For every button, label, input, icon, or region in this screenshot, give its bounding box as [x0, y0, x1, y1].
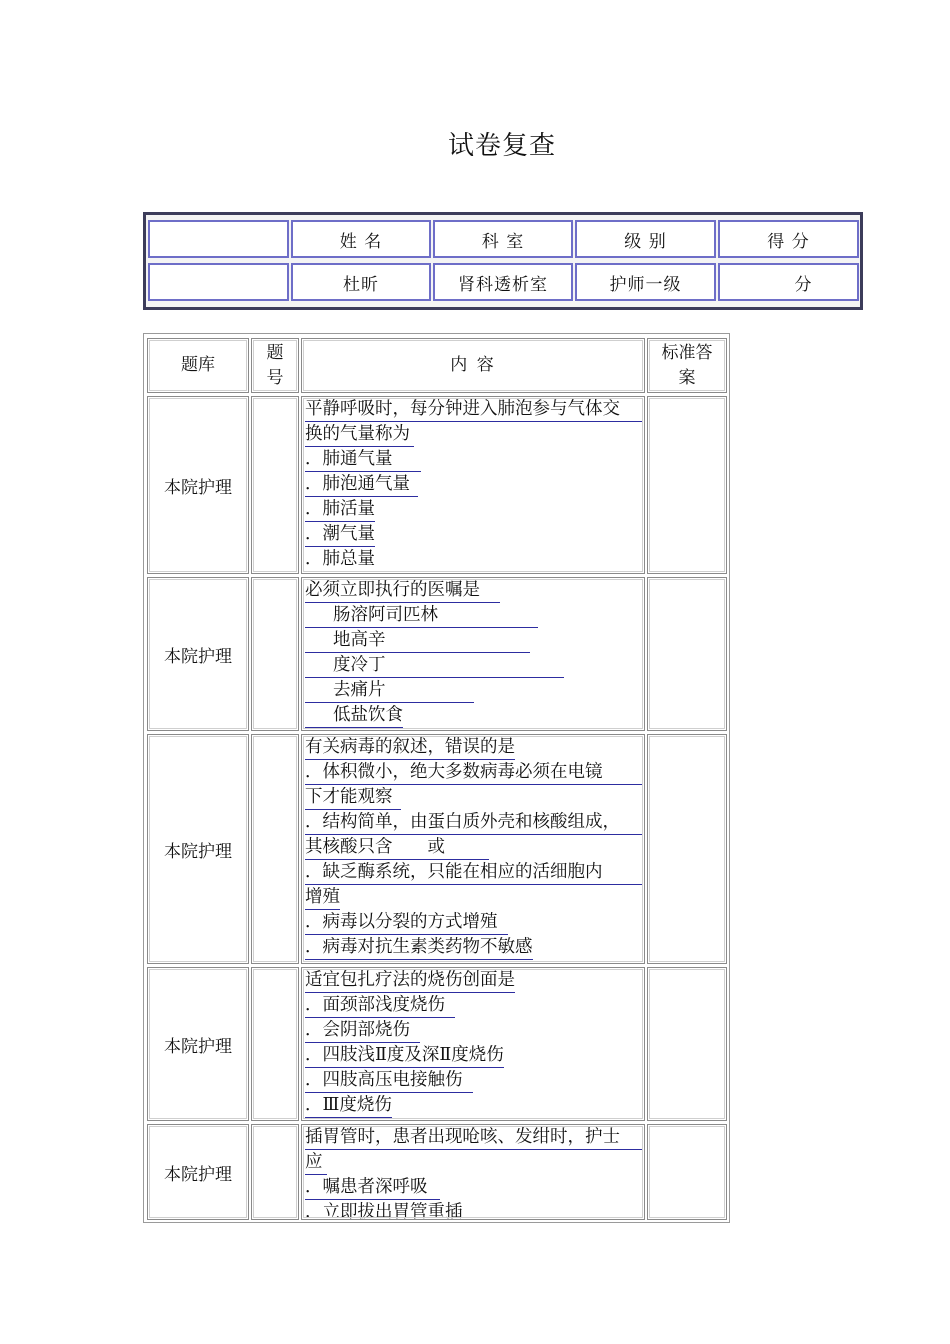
info-header-level: 级 别: [575, 220, 716, 258]
info-value-score: [718, 263, 859, 301]
row-3-content: [301, 734, 645, 964]
row-4-bank: 本院护理: [147, 967, 249, 1121]
info-header-dept: 科 室: [433, 220, 573, 258]
row-1-bank: 本院护理: [147, 396, 249, 574]
option-line: ．四肢浅Ⅱ度及深Ⅱ度烧伤: [305, 1043, 504, 1068]
info-header-blank: [148, 220, 289, 258]
option-line: ．体积微小，绝大多数病毒必须在电镜: [305, 760, 642, 785]
row-5-bank: 本院护理: [147, 1124, 249, 1220]
option-line: ．会阴部烧伤: [305, 1018, 420, 1043]
question-line: 插胃管时，患者出现呛咳、发绀时，护士: [305, 1125, 642, 1150]
info-value-level: 护师一级: [575, 263, 716, 301]
option-line: 增殖: [305, 885, 340, 910]
option-line: 去痛片: [305, 678, 474, 703]
row-5-answer: [647, 1124, 727, 1220]
option-line: 其核酸只含 或: [305, 835, 489, 860]
option-line: ．潮气量: [305, 522, 375, 547]
row-5-content: [301, 1124, 645, 1220]
option-line: ．嘱患者深呼吸: [305, 1175, 440, 1200]
row-1-content: [301, 396, 645, 574]
question-line: 平静呼吸时，每分钟进入肺泡参与气体交: [305, 397, 642, 422]
row-4-number: [251, 967, 299, 1121]
info-value-blank: [148, 263, 289, 301]
row-2-answer: [647, 577, 727, 731]
option-line: ．肺泡通气量: [305, 472, 418, 497]
info-value-name: 杜昕: [291, 263, 431, 301]
option-line: ．肺活量: [305, 497, 375, 522]
option-line: ．面颈部浅度烧伤: [305, 993, 455, 1018]
header-bank: 题库: [147, 338, 249, 393]
page-title: 试卷复查: [447, 131, 556, 161]
option-line: ．结构简单，由蛋白质外壳和核酸组成，: [305, 810, 642, 835]
option-line: ．Ⅲ度烧伤: [305, 1093, 392, 1118]
header-answer: 标准答 案: [647, 338, 727, 393]
option-line: 低盐饮食: [305, 703, 403, 728]
info-table: [143, 212, 863, 310]
option-line: ．病毒以分裂的方式增殖: [305, 910, 508, 935]
option-line: ．肺通气量: [305, 447, 421, 472]
question-table: [143, 333, 730, 1223]
row-2-content: [301, 577, 645, 731]
score-unit: 分: [794, 274, 813, 295]
row-2-bank: 本院护理: [147, 577, 249, 731]
question-line: 适宜包扎疗法的烧伤创面是: [305, 968, 515, 993]
option-line: 度冷丁: [305, 653, 564, 678]
row-1-number: [251, 396, 299, 574]
info-value-dept: 肾科透析室: [433, 263, 573, 301]
question-line: 应: [305, 1150, 327, 1175]
row-1-answer: [647, 396, 727, 574]
option-line: 地高辛: [305, 628, 530, 653]
info-header-score: 得 分: [718, 220, 859, 258]
row-3-number: [251, 734, 299, 964]
question-line: 有关病毒的叙述，错误的是: [305, 735, 515, 760]
option-line: ．病毒对抗生素类药物不敏感: [305, 935, 533, 960]
question-line: 必须立即执行的医嘱是: [305, 578, 500, 603]
question-line: 换的气量称为: [305, 422, 414, 447]
option-line: ．缺乏酶系统，只能在相应的活细胞内: [305, 860, 642, 885]
option-line: ．立即拔出胃管重插: [305, 1200, 475, 1220]
row-4-content: [301, 967, 645, 1121]
info-header-name: 姓 名: [291, 220, 431, 258]
option-line: ．肺总量: [305, 547, 385, 572]
row-2-number: [251, 577, 299, 731]
header-number: 题 号: [251, 338, 299, 393]
row-5-number: [251, 1124, 299, 1220]
row-4-answer: [647, 967, 727, 1121]
option-line: 下才能观察: [305, 785, 401, 810]
row-3-answer: [647, 734, 727, 964]
row-3-bank: 本院护理: [147, 734, 249, 964]
header-content: 内 容: [301, 338, 645, 393]
option-line: ．四肢高压电接触伤: [305, 1068, 473, 1093]
option-line: 肠溶阿司匹林: [305, 603, 538, 628]
